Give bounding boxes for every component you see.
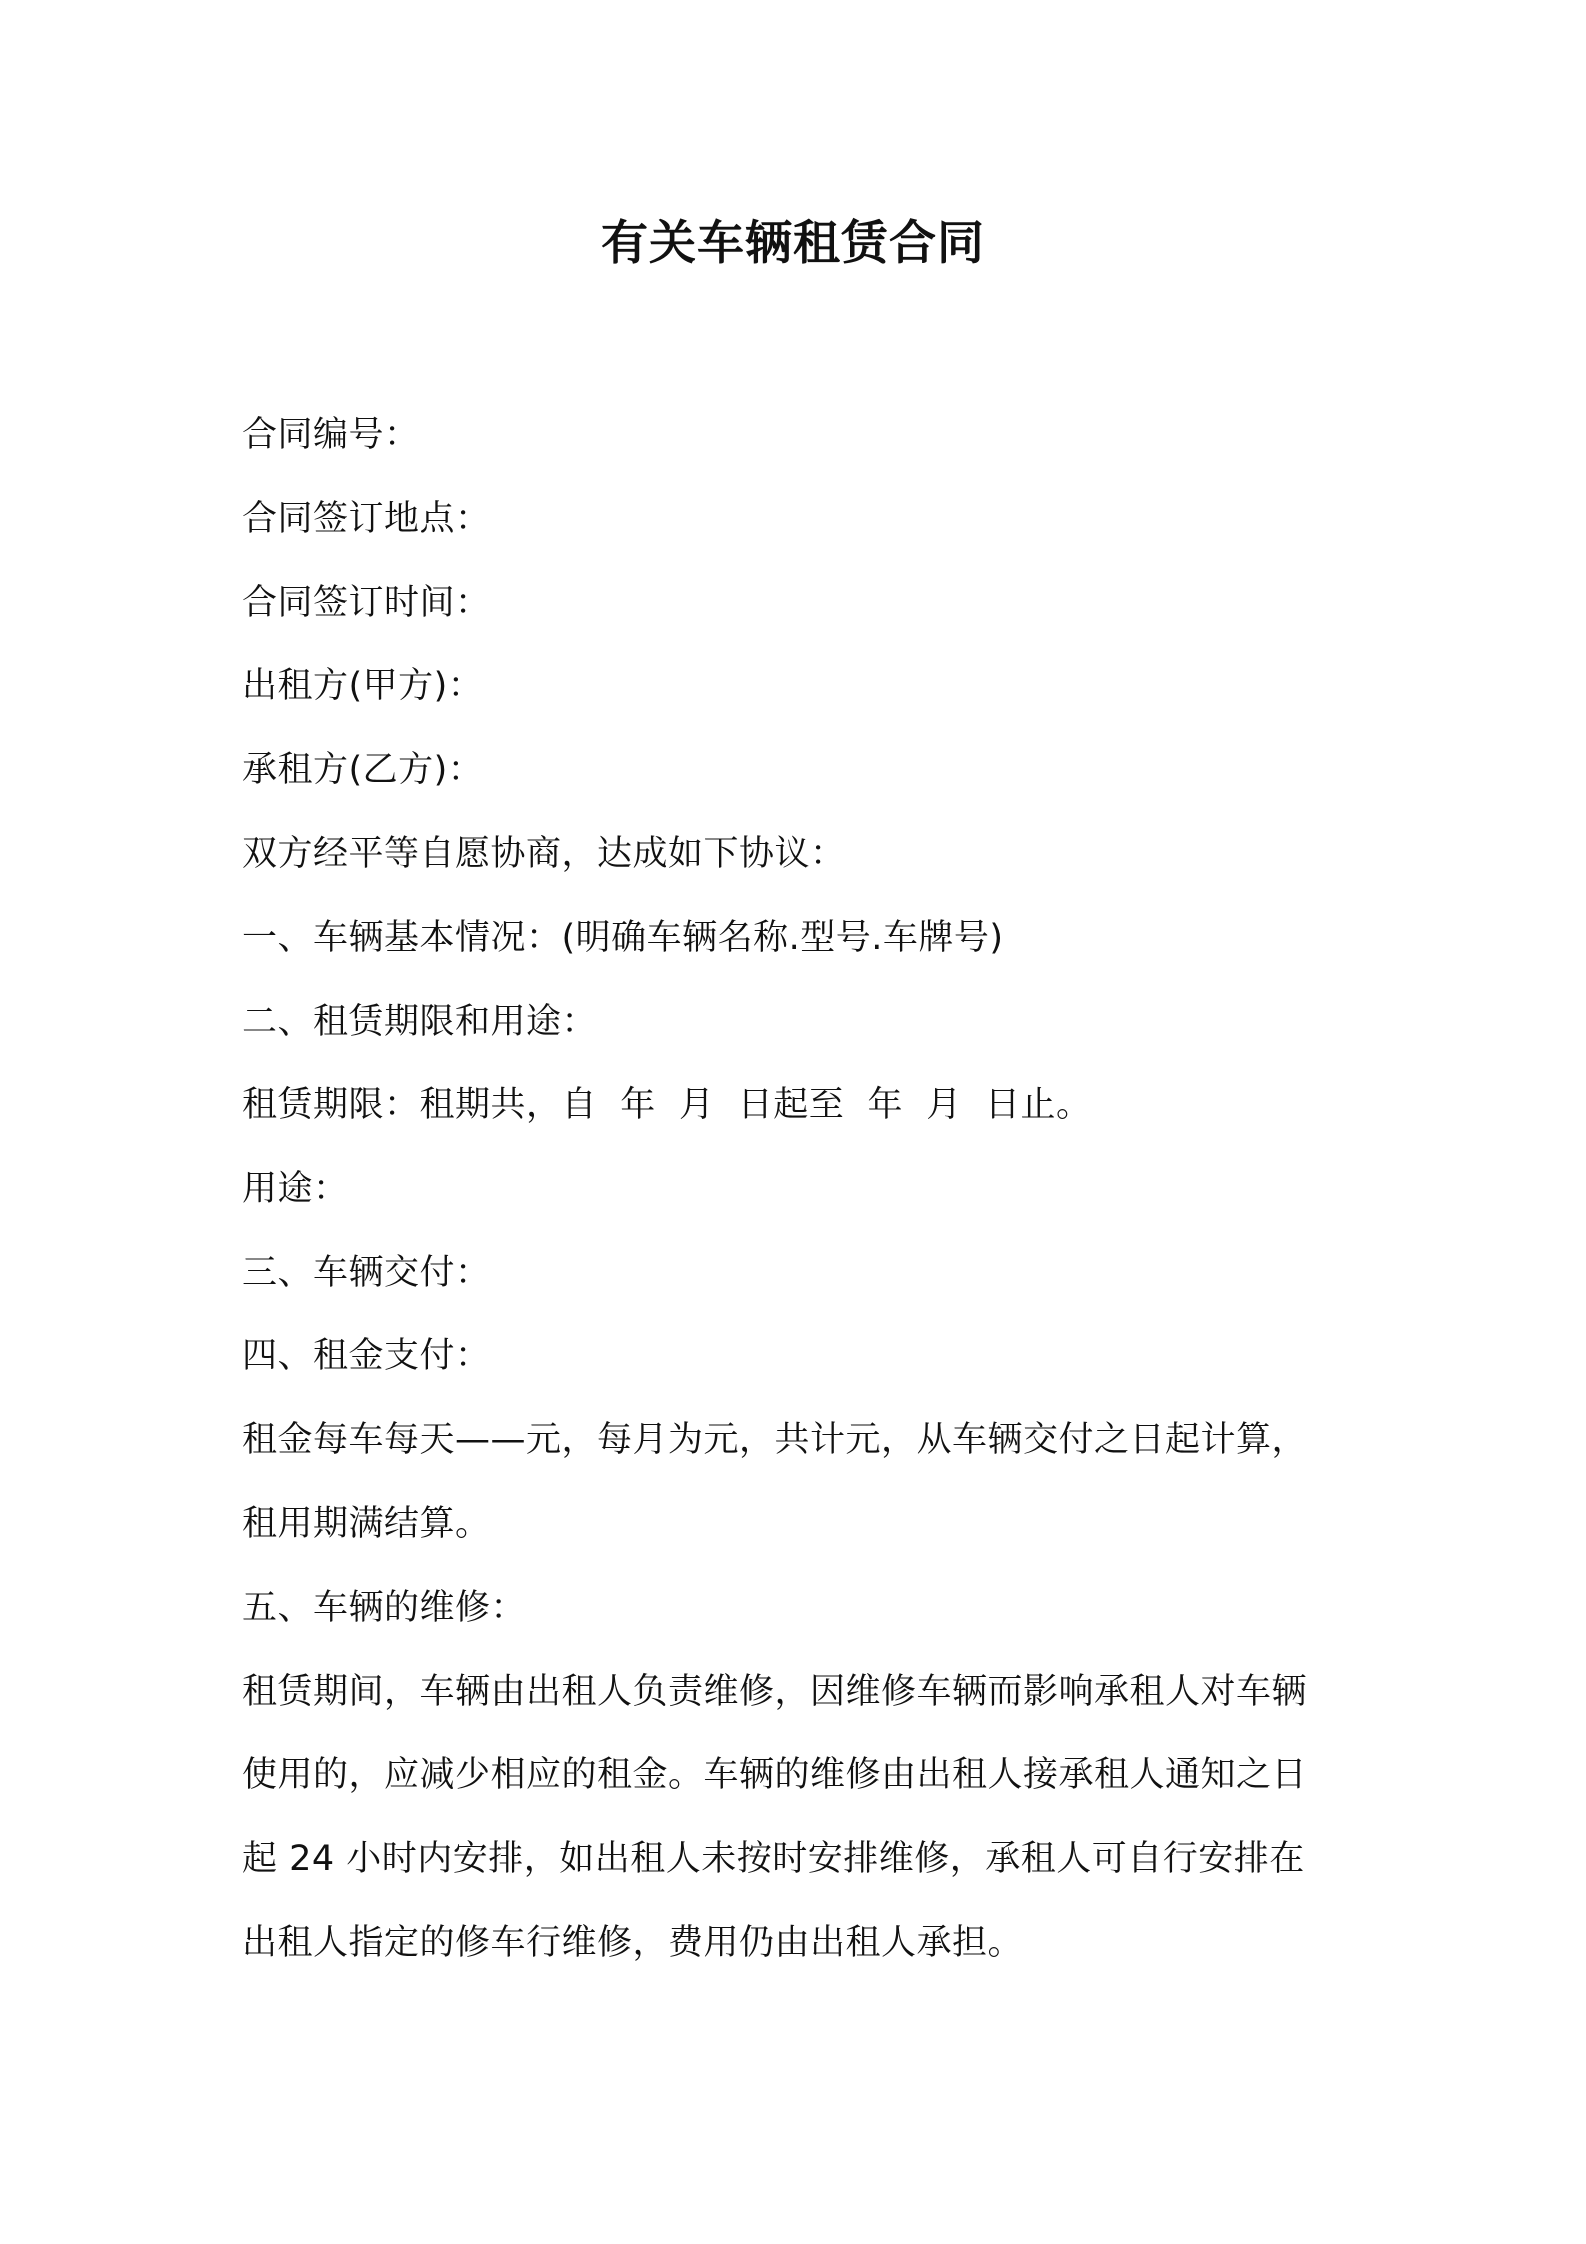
section-2-heading: 二、租赁期限和用途： <box>242 1002 598 1042</box>
maintenance-paragraph-line-4: 出租人指定的修车行维修，费用仍由出租人承担。 <box>242 1923 1024 1963</box>
contract-number-line: 合同编号： <box>242 415 420 455</box>
signing-place-line: 合同签订地点： <box>242 499 491 539</box>
section-4-heading: 四、租金支付： <box>242 1336 491 1376</box>
maintenance-paragraph-line-1: 租赁期间，车辆由出租人负责维修，因维修车辆而影响承租人对车辆 <box>242 1672 1308 1712</box>
purpose-line: 用途： <box>242 1169 349 1209</box>
lease-term-line: 租赁期限：租期共，自 年 月 日起至 年 月 日止。 <box>242 1085 1092 1125</box>
section-1-heading: 一、车辆基本情况：(明确车辆名称.型号.车牌号) <box>242 918 1004 958</box>
lessor-line: 出租方(甲方)： <box>242 666 484 706</box>
section-3-heading: 三、车辆交付： <box>242 1253 491 1293</box>
lessee-line: 承租方(乙方)： <box>242 750 484 790</box>
section-5-heading: 五、车辆的维修： <box>242 1588 527 1628</box>
maintenance-paragraph-line-3: 起 24 小时内安排，如出租人未按时安排维修，承租人可自行安排在 <box>242 1839 1305 1879</box>
rent-paragraph-line-2: 租用期满结算。 <box>242 1504 491 1544</box>
maintenance-paragraph-line-2: 使用的，应减少相应的租金。车辆的维修由出租人接承租人通知之日 <box>242 1755 1308 1795</box>
document-title: 有关车辆租赁合同 <box>601 216 985 271</box>
agreement-intro-line: 双方经平等自愿协商，达成如下协议： <box>242 834 846 874</box>
signing-time-line: 合同签订时间： <box>242 583 491 623</box>
rent-paragraph-line-1: 租金每车每天——元，每月为元，共计元，从车辆交付之日起计算， <box>242 1420 1308 1460</box>
